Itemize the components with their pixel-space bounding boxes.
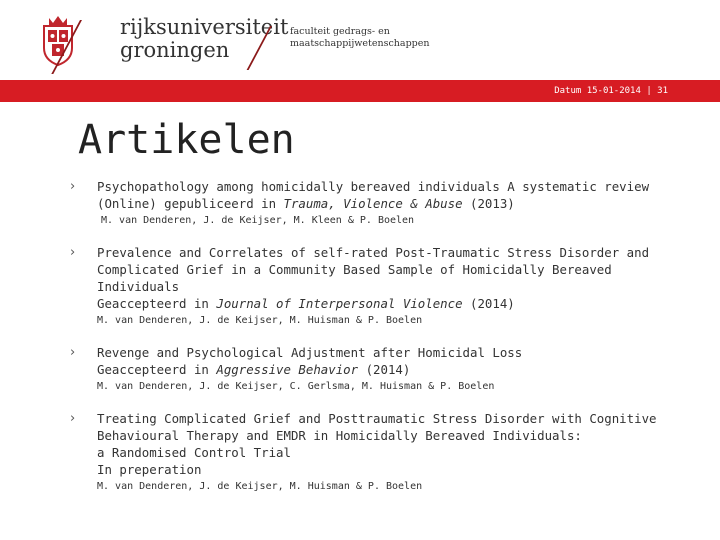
article-authors: M. van Denderen, J. de Keijser, C. Gerlsma, M. Huisman & P. Boelen [97,381,495,392]
bullet-chevron-icon: › [70,411,76,426]
slide-date: Datum 15-01-2014 [554,86,641,96]
slide-header [0,0,720,80]
article-status [97,295,670,312]
article-title-line: a Randomised Control Trial [97,445,291,460]
publication-year: (2013) [462,196,515,211]
article-list [70,178,670,510]
article-authors: M. van Denderen, J. de Keijser, M. Kleen & P. Boelen [101,215,415,226]
bullet-chevron-icon: › [70,245,76,260]
slide-meta [554,86,668,96]
article-title-line: Behavioural Therapy and EMDR in Homicidally Bereaved Individuals: [97,428,582,443]
article-title-line: Complicated Grief in a Community Based Sample of Homicidally Bereaved [97,262,612,277]
status-prefix: Geaccepteerd in [97,362,217,377]
article-item [70,178,670,228]
university-name-line2: groningen [120,38,230,62]
article-authors: M. van Denderen, J. de Keijser, M. Huisman & P. Boelen [97,481,423,492]
status-prefix: Geaccepteerd in [97,296,217,311]
article-status [97,195,670,212]
article-title-line: Revenge and Psychological Adjustment after Homicidal Loss [97,345,523,360]
faculty-name-line2: maatschappijwetenschappen [290,38,430,49]
publication-year: (2014) [462,296,515,311]
university-name-line1: rijksuniversiteit [120,15,289,39]
journal-name: Trauma, Violence & Abuse [283,196,463,211]
article-item [70,244,670,328]
article-title-line: Individuals [97,279,180,294]
journal-name: Journal of Interpersonal Violence [216,296,463,311]
bullet-chevron-icon: › [70,179,76,194]
article-title-line: Treating Complicated Grief and Posttraumatic Stress Disorder with Cognitive [97,411,657,426]
bullet-chevron-icon: › [70,345,76,360]
slide-title: Artikelen [78,117,295,163]
faculty-name [290,26,429,50]
status-prefix: (Online) gepubliceerd in [97,196,284,211]
article-authors: M. van Denderen, J. de Keijser, M. Huisman & P. Boelen [97,315,423,326]
article-status: In preperation [97,462,202,477]
journal-name: Aggressive Behavior [216,362,359,377]
article-title-line: Psychopathology among homicidally bereaved individuals A systematic review [97,179,650,194]
meta-separator: | [646,86,652,96]
slide-number: 31 [657,86,668,96]
faculty-name-line1: faculteit gedrags- en [290,26,390,37]
article-item [70,410,670,494]
publication-year: (2014) [358,362,411,377]
article-status [97,361,670,378]
article-title-line: Prevalence and Correlates of self-rated Post-Traumatic Stress Disorder and [97,245,650,260]
article-item [70,344,670,394]
